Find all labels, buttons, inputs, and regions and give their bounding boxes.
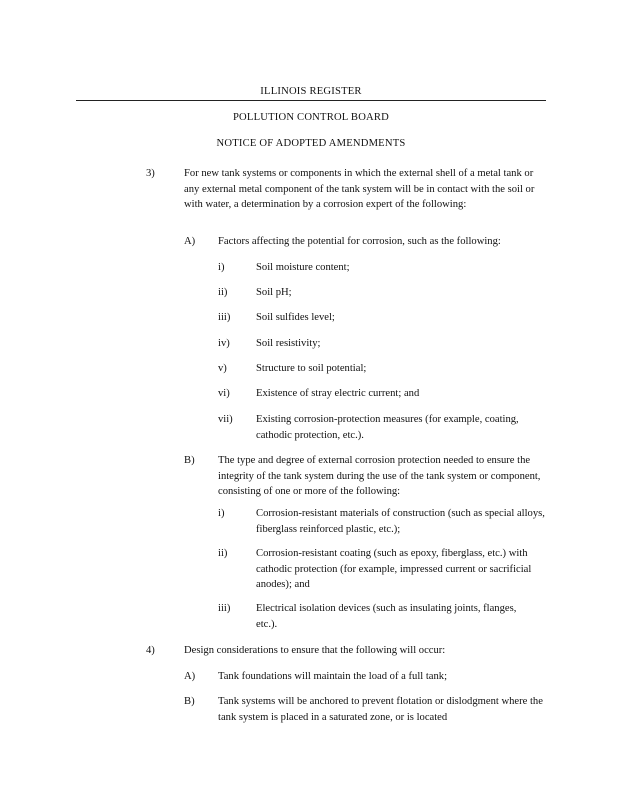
list-item-text: Existence of stray electric current; and [256,388,420,399]
list-item-text: Soil moisture content; [256,262,350,273]
list-item-text: Electrical isolation devices (such as insulating joints, flanges, etc.). [256,603,517,630]
list-item-number: iii) [218,312,231,323]
list-item-text: Corrosion-resistant coating (such as epoxy, fiberglass, etc.) with cathodic protection (for example, impressed current or sacrificial anodes); and [256,548,532,591]
list-item-number: i) [218,262,225,273]
list-item-number: i) [218,508,225,519]
notice-title: NOTICE OF ADOPTED AMENDMENTS [216,138,406,149]
list-item-number: ii) [218,287,228,298]
list-item-text: Soil sulfides level; [256,312,335,323]
subsection-text: Tank systems will be anchored to prevent flotation or dislodgment where the tank system is placed in a saturated zone, or is located [218,696,543,723]
header-rule [76,100,546,101]
list-item-number: ii) [218,548,228,559]
subsection-text: The type and degree of external corrosion protection needed to ensure the integrity of the tank system during the use of the tank system or component, consisting of one or more of the following: [218,455,541,498]
list-item-text: Soil pH; [256,287,292,298]
subsection-number: B) [184,455,195,466]
subsection-number: A) [184,236,196,247]
list-item-number: iv) [218,338,230,349]
list-item-number: vii) [218,414,233,425]
item-text: For new tank systems or components in which the external shell of a metal tank or any external metal component of the tank system will be in contact with the soil or with water, a determination by a corrosion expert of the following: [184,168,535,211]
list-item-number: v) [218,363,227,374]
list-item-text: Structure to soil potential; [256,363,367,374]
register-title: ILLINOIS REGISTER [260,86,362,97]
list-item-text: Corrosion-resistant materials of construction (such as special alloys, fiberglass reinforced plastic, etc.); [256,508,545,535]
board-name: POLLUTION CONTROL BOARD [232,112,390,123]
item-number: 3) [146,168,155,179]
item-text: Design considerations to ensure that the following will occur: [184,645,446,656]
list-item-text: Existing corrosion-protection measures (for example, coating, cathodic protection, etc.). [256,414,519,441]
register-header [76,84,546,101]
subsection-text: Tank foundations will maintain the load of a full tank; [218,671,448,682]
list-item-text: Soil resistivity; [256,338,321,349]
item-number: 4) [146,645,155,656]
list-item-number: iii) [218,603,231,614]
subsection-text: Factors affecting the potential for corrosion, such as the following: [218,236,501,247]
subsection-number: A) [184,671,196,682]
list-item-number: vi) [218,388,230,399]
subsection-number: B) [184,696,195,707]
